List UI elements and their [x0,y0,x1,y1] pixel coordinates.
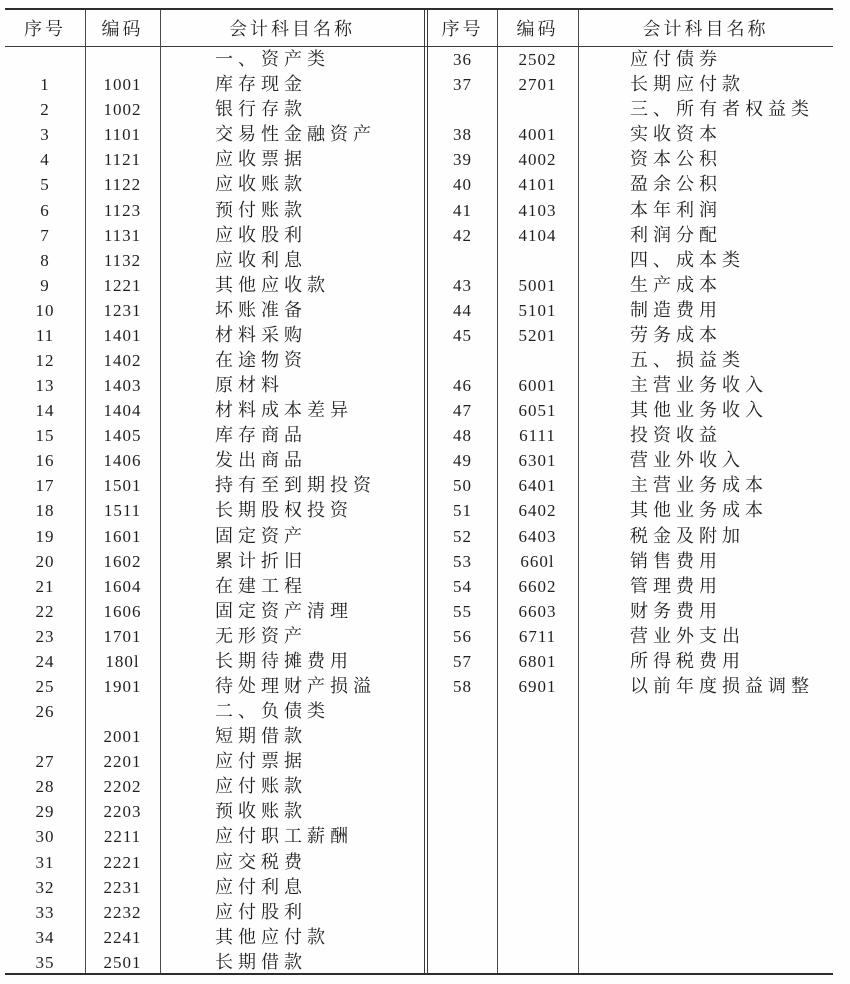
cell-subject-name: 坏账准备 [215,299,307,320]
cell-subject-code: 5001 [518,275,557,295]
cell-serial-number: 31 [35,852,55,872]
cell-serial-number: 17 [35,476,55,496]
table-row [5,674,424,699]
cell-subject-name: 短期借款 [215,726,307,747]
cell-serial-number: 1 [40,75,50,95]
cell-subject-code: 6711 [518,626,557,646]
cell-subject-name: 制造费用 [630,299,722,320]
table-row [5,950,424,975]
cell-subject-name: 在建工程 [215,575,307,596]
table-row [5,47,424,72]
cell-subject-name: 银行存款 [215,99,307,120]
cell-serial-number: 33 [35,902,55,922]
cell-serial-number: 28 [35,777,55,797]
cell-subject-code: 4002 [518,150,557,170]
cell-subject-name: 长期股权投资 [215,500,353,521]
cell-serial-number: 38 [453,125,472,145]
cell-subject-name: 五、损益类 [630,349,745,370]
cell-serial-number: 21 [35,576,55,596]
cell-serial-number: 50 [453,476,472,496]
table-row [5,197,424,222]
cell-subject-name: 库存现金 [215,74,307,95]
cell-subject-name: 主营业务成本 [630,475,768,496]
table-row [428,172,833,197]
cell-subject-name: 劳务成本 [630,324,722,345]
cell-subject-code: 1602 [103,551,142,571]
table-right-half [428,10,833,973]
cell-subject-code: 2202 [103,777,142,797]
table-row [5,298,424,323]
table-row [428,298,833,323]
cell-serial-number: 5 [40,175,50,195]
cell-serial-number: 34 [35,927,55,947]
table-row [428,248,833,273]
cell-subject-code: 1101 [103,125,142,145]
table-row [428,473,833,498]
cell-subject-name: 长期借款 [215,951,307,972]
cell-subject-code: 6301 [518,451,557,471]
cell-serial-number: 55 [453,601,472,621]
left-header-serial: 序号 [24,19,66,39]
cell-serial-number: 39 [453,150,472,170]
cell-subject-name: 销售费用 [630,550,722,571]
table-row [5,549,424,574]
cell-subject-code: 1511 [103,501,142,521]
cell-subject-name: 营业外支出 [630,625,745,646]
table-row [5,850,424,875]
table-row [5,900,424,925]
cell-serial-number: 13 [35,376,55,396]
cell-serial-number: 51 [453,501,472,521]
cell-serial-number: 26 [35,702,55,722]
cell-serial-number: 4 [40,150,50,170]
table-row [5,749,424,774]
cell-serial-number: 57 [453,651,472,671]
table-row [5,799,424,824]
cell-subject-code: 2203 [103,802,142,822]
cell-subject-code: 6801 [518,651,557,671]
cell-subject-code: 1404 [103,401,142,421]
cell-subject-name: 应收票据 [215,149,307,170]
cell-serial-number: 36 [453,50,472,70]
table-row [428,47,833,72]
left-header-name: 会计科目名称 [229,19,355,39]
cell-subject-code: 6402 [518,501,557,521]
cell-subject-code: 1406 [103,451,142,471]
table-row [428,523,833,548]
cell-subject-name: 四、成本类 [630,249,745,270]
table-row [5,97,424,122]
right-header-name: 会计科目名称 [642,19,769,39]
cell-subject-name: 应付股利 [215,901,307,922]
right-header-serial: 序号 [441,19,484,39]
cell-serial-number: 23 [35,626,55,646]
cell-subject-name: 交易性金融资产 [215,124,376,145]
cell-serial-number: 12 [35,350,55,370]
cell-subject-code: 1131 [103,225,142,245]
table-row [5,774,424,799]
table-row [5,523,424,548]
cell-subject-name: 二、负债类 [215,701,330,722]
table-row [5,824,424,849]
cell-subject-name: 盈余公积 [630,174,722,195]
cell-subject-code: 2211 [103,827,142,847]
cell-subject-code: 1002 [103,100,142,120]
table-row [428,147,833,172]
cell-serial-number: 47 [453,401,472,421]
cell-subject-code: 2221 [103,852,142,872]
table-row [5,699,424,724]
cell-subject-name: 预收账款 [215,801,307,822]
cell-subject-name: 其他业务收入 [630,400,768,421]
table-row [428,373,833,398]
table-row [5,599,424,624]
cell-subject-code: 1121 [103,150,142,170]
cell-subject-code: 1221 [103,275,142,295]
cell-subject-name: 材料成本差异 [215,400,353,421]
table-row [428,398,833,423]
cell-subject-code: 660l [520,551,555,571]
cell-serial-number: 49 [453,451,472,471]
cell-subject-name: 其他应付款 [215,926,330,947]
right-header-code: 编码 [516,19,559,39]
cell-subject-code: 1604 [103,576,142,596]
cell-subject-name: 累计折旧 [215,550,307,571]
left-header-row [5,10,424,46]
cell-subject-code: 4104 [518,225,557,245]
table-row [5,398,424,423]
cell-subject-name: 应付票据 [215,751,307,772]
cell-subject-code: 1601 [103,526,142,546]
cell-serial-number: 30 [35,827,55,847]
cell-subject-name: 应付账款 [215,776,307,797]
table-row [5,448,424,473]
cell-serial-number: 42 [453,225,472,245]
cell-serial-number: 58 [453,676,472,696]
cell-subject-name: 其他应收款 [215,274,330,295]
accounting-subjects-table [5,8,833,975]
cell-subject-name: 税金及附加 [630,525,745,546]
cell-subject-code: 1501 [103,476,142,496]
cell-subject-code: 2502 [518,50,557,70]
table-row [428,423,833,448]
table-row [5,724,424,749]
table-row [5,373,424,398]
table-row [428,223,833,248]
cell-serial-number: 19 [35,526,55,546]
table-row [428,448,833,473]
cell-serial-number: 29 [35,802,55,822]
table-row [5,498,424,523]
cell-subject-name: 发出商品 [215,450,307,471]
table-row [428,574,833,599]
table-left-half [5,10,424,973]
cell-subject-code: 1122 [103,175,142,195]
cell-subject-code: 6901 [518,676,557,696]
table-row [5,423,424,448]
cell-subject-code: 6111 [519,426,556,446]
cell-subject-name: 营业外收入 [630,450,745,471]
cell-subject-name: 以前年度损益调整 [630,675,814,696]
cell-serial-number: 15 [35,426,55,446]
cell-serial-number: 11 [35,325,55,345]
cell-subject-code: 1403 [103,376,142,396]
table-row [5,273,424,298]
cell-serial-number: 40 [453,175,472,195]
table-row [428,599,833,624]
cell-subject-code: 6001 [518,376,557,396]
cell-subject-name: 待处理财产损溢 [215,675,376,696]
table-row [428,273,833,298]
cell-serial-number: 56 [453,626,472,646]
cell-serial-number: 16 [35,451,55,471]
table-row [5,172,424,197]
cell-subject-name: 管理费用 [630,575,722,596]
cell-serial-number: 53 [453,551,472,571]
cell-subject-code: 2701 [518,75,557,95]
table-row [428,498,833,523]
cell-subject-code: 1231 [103,300,142,320]
cell-serial-number: 41 [453,200,472,220]
cell-subject-name: 投资收益 [630,425,722,446]
cell-serial-number: 32 [35,877,55,897]
cell-subject-name: 应收股利 [215,224,307,245]
cell-subject-name: 应收利息 [215,249,307,270]
cell-serial-number: 6 [40,200,50,220]
cell-subject-code: 2001 [103,727,142,747]
cell-subject-code: 4103 [518,200,557,220]
cell-subject-code: 2232 [103,902,142,922]
cell-serial-number: 25 [35,676,55,696]
cell-subject-name: 生产成本 [630,274,722,295]
left-table-body [5,47,424,975]
cell-subject-name: 利润分配 [630,224,722,245]
cell-subject-code: 4001 [518,125,557,145]
table-row [5,348,424,373]
cell-subject-name: 应付债券 [630,49,722,70]
table-row [428,197,833,222]
cell-serial-number: 18 [35,501,55,521]
cell-serial-number: 22 [35,601,55,621]
table-row [5,649,424,674]
table-row [428,97,833,122]
cell-subject-code: 5101 [518,300,557,320]
cell-subject-name: 应付职工薪酬 [215,826,353,847]
table-row [428,323,833,348]
table-row [5,574,424,599]
table-row [5,122,424,147]
cell-subject-name: 在途物资 [215,349,307,370]
cell-serial-number: 2 [40,100,50,120]
cell-subject-code: 6603 [518,601,557,621]
cell-subject-code: 6403 [518,526,557,546]
cell-subject-name: 财务费用 [630,600,722,621]
table-row [5,473,424,498]
cell-serial-number: 44 [453,300,472,320]
table-row [5,147,424,172]
cell-serial-number: 9 [40,275,50,295]
left-header-code: 编码 [101,19,144,39]
right-header-row [428,10,833,46]
cell-serial-number: 24 [35,651,55,671]
cell-subject-code: 5201 [518,325,557,345]
cell-serial-number: 43 [453,275,472,295]
cell-subject-name: 本年利润 [630,199,722,220]
table-row [428,72,833,97]
cell-subject-code: 6401 [518,476,557,496]
cell-serial-number: 7 [40,225,50,245]
table-row [428,674,833,699]
cell-subject-name: 固定资产清理 [215,600,353,621]
table-row [428,649,833,674]
cell-subject-name: 应交税费 [215,851,307,872]
right-table-body [428,47,833,699]
cell-subject-name: 其他业务成本 [630,500,768,521]
cell-subject-name: 应付利息 [215,876,307,897]
cell-subject-name: 实收资本 [630,124,722,145]
cell-subject-name: 原材料 [215,375,284,396]
cell-subject-code: 6051 [518,401,557,421]
table-row [5,875,424,900]
cell-serial-number: 35 [35,952,55,972]
table-row [5,72,424,97]
cell-subject-name: 所得税费用 [630,650,745,671]
cell-serial-number: 54 [453,576,472,596]
cell-subject-code: 1132 [103,250,142,270]
cell-subject-name: 长期应付款 [630,74,745,95]
cell-serial-number: 45 [453,325,472,345]
table-row [428,122,833,147]
cell-serial-number: 37 [453,75,472,95]
cell-subject-name: 主营业务收入 [630,375,768,396]
cell-subject-code: 1402 [103,350,142,370]
cell-subject-name: 一、资产类 [215,49,330,70]
table-row [5,223,424,248]
table-row [5,925,424,950]
cell-serial-number: 14 [35,401,55,421]
table-row [428,624,833,649]
cell-serial-number: 52 [453,526,472,546]
cell-subject-code: 4101 [518,175,557,195]
cell-subject-name: 材料采购 [215,324,307,345]
cell-serial-number: 20 [35,551,55,571]
cell-subject-name: 无形资产 [215,625,307,646]
cell-subject-code: 6602 [518,576,557,596]
cell-subject-code: 1606 [103,601,142,621]
table-row [428,348,833,373]
cell-subject-code: 180l [105,651,140,671]
cell-serial-number: 27 [35,752,55,772]
cell-serial-number: 48 [453,426,472,446]
cell-subject-code: 2241 [103,927,142,947]
cell-subject-code: 2201 [103,752,142,772]
cell-subject-name: 固定资产 [215,525,307,546]
cell-subject-code: 1001 [103,75,142,95]
cell-subject-name: 预付账款 [215,199,307,220]
cell-serial-number: 46 [453,376,472,396]
cell-subject-name: 应收账款 [215,174,307,195]
cell-subject-name: 持有至到期投资 [215,475,376,496]
table-row [5,323,424,348]
cell-subject-code: 1123 [103,200,142,220]
cell-subject-name: 资本公积 [630,149,722,170]
table-row [428,549,833,574]
cell-subject-name: 长期待摊费用 [215,650,353,671]
cell-subject-name: 三、所有者权益类 [630,99,814,120]
cell-subject-name: 库存商品 [215,425,307,446]
table-row [5,624,424,649]
cell-subject-code: 1901 [103,676,142,696]
cell-serial-number: 10 [35,300,55,320]
cell-serial-number: 3 [40,125,50,145]
table-row [5,248,424,273]
cell-subject-code: 1401 [103,325,142,345]
cell-subject-code: 1405 [103,426,142,446]
cell-subject-code: 1701 [103,626,142,646]
cell-serial-number: 8 [40,250,50,270]
cell-subject-code: 2501 [103,952,142,972]
cell-subject-code: 2231 [103,877,142,897]
